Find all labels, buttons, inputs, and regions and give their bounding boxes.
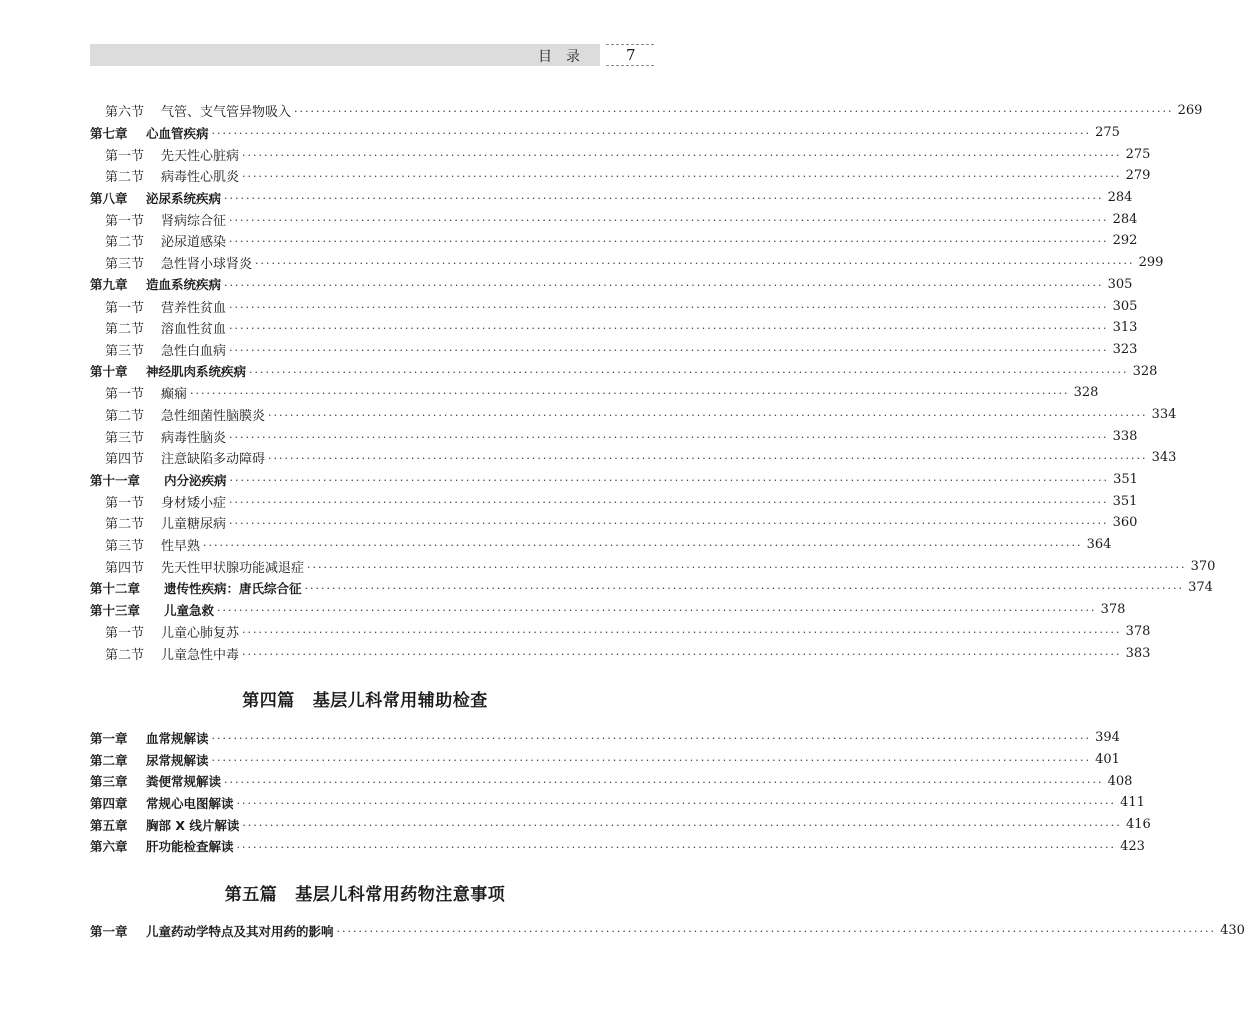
- toc-entry-label: [90, 166, 239, 185]
- toc-entry-page: 305: [1112, 298, 1138, 314]
- toc-section-entry[interactable]: [90, 621, 1151, 643]
- toc-entry-page: 383: [1125, 645, 1151, 661]
- toc-entry-title: 溶血性贫血: [161, 322, 227, 338]
- toc-entry-title: 造血系统疾病: [146, 277, 222, 293]
- toc-section-entry[interactable]: [90, 339, 1138, 361]
- toc-entry-label: [90, 101, 291, 120]
- toc-entry-label: [90, 189, 221, 207]
- toc-entry-label: [90, 557, 304, 576]
- toc-entry-label: [90, 383, 187, 402]
- toc-entry-page: 305: [1107, 276, 1133, 292]
- toc-entry-title: 儿童急救: [164, 602, 215, 618]
- toc-section-entry[interactable]: [90, 295, 1138, 317]
- toc-entry-title: 内分泌疾病: [164, 472, 227, 488]
- toc-entry-label: [90, 145, 239, 164]
- dot-leader: ································································································································································: [203, 539, 1083, 553]
- toc-entry-page: 370: [1190, 558, 1216, 574]
- dot-leader: ································································································································································: [211, 754, 1091, 768]
- toc-entry-label: [90, 427, 226, 446]
- dot-leader: ································································································································································: [242, 170, 1122, 184]
- toc-section-entry[interactable]: [90, 512, 1138, 534]
- toc-entry-title: 血常规解读: [146, 730, 209, 746]
- toc-entry-label: [90, 340, 226, 359]
- toc-section-entry[interactable]: [90, 404, 1177, 426]
- dot-leader: ································································································································································: [242, 625, 1122, 639]
- toc-section-entry[interactable]: [90, 317, 1138, 339]
- dot-leader: ································································································································································: [229, 235, 1109, 249]
- toc-entry-number: 第二节: [105, 408, 145, 424]
- part-4-heading: [0, 686, 730, 711]
- dot-leader: ································································································································································: [236, 797, 1116, 811]
- toc-entry-page: 351: [1112, 493, 1138, 509]
- toc-entry-number: 第九章: [90, 277, 128, 293]
- toc-entry-label: [90, 448, 265, 467]
- toc-section-entry[interactable]: [90, 534, 1112, 556]
- toc-entry-page: 378: [1100, 602, 1126, 618]
- toc-entry-title: 癫痫: [161, 387, 188, 403]
- page-number: 7: [626, 46, 636, 64]
- toc-entry-title: 先天性心脏病: [161, 148, 240, 164]
- toc-entry-page: 351: [1113, 472, 1138, 488]
- toc-entry-page: 364: [1086, 537, 1112, 553]
- toc-entry-label: [90, 751, 209, 769]
- toc-section-entry[interactable]: [90, 555, 1216, 577]
- toc-entry-label: [90, 275, 221, 293]
- toc-entry-title: 儿童急性中毒: [161, 647, 240, 663]
- toc-entry-title: 心血管疾病: [146, 125, 209, 141]
- toc-section-entry[interactable]: [90, 382, 1099, 404]
- toc-entry-title: 儿童糖尿病: [161, 517, 227, 533]
- running-header-title: 目录: [538, 49, 594, 65]
- toc-section-entry[interactable]: [90, 425, 1138, 447]
- toc-entry-page: 284: [1107, 190, 1133, 206]
- toc-chapter-entry[interactable]: [90, 187, 1133, 209]
- toc-chapter-entry[interactable]: [90, 360, 1158, 382]
- toc-entry-page: 394: [1095, 730, 1120, 746]
- toc-entry-label: [90, 405, 265, 424]
- toc-entry-title: 泌尿系统疾病: [146, 190, 222, 206]
- toc-entry-title: 急性细菌性脑膜炎: [161, 408, 266, 424]
- toc-entry-page: 411: [1120, 795, 1145, 811]
- toc-entry-title: 粪便常规解读: [146, 774, 222, 790]
- toc-entry-label: [90, 513, 226, 532]
- toc-entry-title: 儿童心肺复苏: [161, 625, 240, 641]
- toc-entry-title: 性早熟: [161, 539, 201, 555]
- toc-entry-number: 第十章: [90, 364, 128, 380]
- toc-entry-number: 第二节: [105, 517, 145, 533]
- toc-section-entry[interactable]: [90, 143, 1151, 165]
- toc-entry-number: 第十一章: [90, 472, 141, 488]
- dot-leader: ································································································································································: [229, 517, 1109, 531]
- dot-leader: ································································································································································: [229, 322, 1109, 336]
- dot-leader: ································································································································································: [242, 148, 1122, 162]
- toc-entry-number: 第十二章: [90, 580, 141, 596]
- toc-chapter-entry[interactable]: [90, 835, 1145, 857]
- toc-entry-title: 营养性贫血: [161, 300, 227, 316]
- toc-entry-label: [90, 579, 302, 597]
- part-5-number: 第五篇: [224, 885, 278, 905]
- dot-leader: ································································································································································: [229, 474, 1109, 488]
- toc-entry-label: [90, 124, 209, 142]
- toc-entry-title: 身材矮小症: [161, 495, 227, 511]
- toc-entry-title: 先天性甲状腺功能减退症: [161, 560, 305, 576]
- toc-entry-label: [90, 253, 252, 272]
- toc-entry-page: 328: [1073, 385, 1099, 401]
- toc-entry-number: 第三章: [90, 774, 128, 790]
- dot-leader: ································································································································································: [268, 408, 1148, 422]
- dot-leader: ································································································································································: [229, 495, 1109, 509]
- toc-entry-number: 第八章: [90, 190, 128, 206]
- toc-entry-title: 肾病综合征: [161, 213, 227, 229]
- toc-entry-number: 第二节: [105, 322, 145, 338]
- toc-entry-label: [90, 729, 209, 747]
- toc-section-entry[interactable]: [90, 165, 1151, 187]
- toc-entry-number: 第七章: [90, 125, 128, 141]
- dot-leader: ································································································································································: [307, 560, 1187, 574]
- toc-entry-number: 第三节: [105, 343, 145, 359]
- toc-entry-title: 常规心电图解读: [146, 795, 234, 811]
- toc-entry-page: 430: [1220, 923, 1245, 939]
- dot-leader: ································································································································································: [229, 430, 1109, 444]
- toc-list-part-4: [90, 727, 1151, 857]
- toc-entry-title: 病毒性心肌炎: [161, 170, 240, 186]
- toc-entry-label: [90, 816, 239, 834]
- toc-entry-number: 第一章: [90, 923, 128, 939]
- part-4-title: 基层儿科常用辅助检查: [312, 691, 488, 711]
- toc-chapter-entry[interactable]: [90, 274, 1133, 296]
- toc-entry-label: [90, 297, 226, 316]
- toc-entry-title: 急性白血病: [161, 343, 227, 359]
- toc-entry-number: 第四节: [105, 560, 145, 576]
- toc-entry-label: [90, 622, 239, 641]
- dot-leader: ································································································································································: [304, 582, 1184, 596]
- toc-entry-title: 泌尿道感染: [161, 235, 227, 251]
- toc-chapter-entry[interactable]: [90, 577, 1213, 599]
- toc-entry-label: [90, 922, 334, 940]
- part-5-title: 基层儿科常用药物注意事项: [295, 885, 506, 905]
- dot-leader: ································································································································································: [242, 647, 1122, 661]
- toc-entry-number: 第二章: [90, 752, 128, 768]
- running-header-band: [90, 44, 600, 66]
- toc-entry-label: [90, 601, 214, 619]
- toc-entry-page: 279: [1125, 168, 1151, 184]
- toc-entry-number: 第一节: [105, 213, 145, 229]
- toc-entry-page: 275: [1095, 125, 1120, 141]
- toc-entry-page: 374: [1188, 580, 1213, 596]
- dot-leader: ································································································································································: [255, 257, 1135, 271]
- toc-entry-label: [90, 837, 234, 855]
- toc-entry-title: 尿常规解读: [146, 752, 209, 768]
- dot-leader: ································································································································································: [211, 732, 1091, 746]
- toc-entry-label: [90, 772, 221, 790]
- toc-entry-label: [90, 535, 200, 554]
- toc-chapter-entry[interactable]: [90, 599, 1126, 621]
- dot-leader: ································································································································································: [211, 127, 1091, 141]
- toc-entry-title: 急性肾小球肾炎: [161, 257, 253, 273]
- dot-leader: ································································································································································: [268, 452, 1148, 466]
- toc-section-entry[interactable]: [90, 230, 1138, 252]
- toc-entry-number: 第三节: [105, 539, 145, 555]
- toc-entry-label: [90, 471, 227, 489]
- dot-leader: ································································································································································: [224, 775, 1104, 789]
- toc-entry-title: 肝功能检查解读: [146, 839, 234, 855]
- toc-entry-number: 第一节: [105, 495, 145, 511]
- toc-entry-page: 423: [1120, 838, 1145, 854]
- toc-list-part-5: [90, 920, 1245, 942]
- toc-entry-number: 第一节: [105, 625, 145, 641]
- toc-section-entry[interactable]: [90, 490, 1138, 512]
- toc-entry-number: 第三节: [105, 430, 145, 446]
- toc-entry-label: [90, 362, 246, 380]
- toc-entry-page: 338: [1112, 428, 1138, 444]
- toc-entry-label: [90, 210, 226, 229]
- toc-entry-number: 第一节: [105, 387, 145, 403]
- toc-entry-number: 第三节: [105, 257, 145, 273]
- toc-entry-page: 299: [1138, 255, 1164, 271]
- dot-leader: ································································································································································: [249, 365, 1129, 379]
- toc-entry-page: 284: [1112, 211, 1138, 227]
- toc-entry-number: 第六章: [90, 839, 128, 855]
- toc-entry-page: 292: [1112, 233, 1138, 249]
- toc-entry-title: 病毒性脑炎: [161, 430, 227, 446]
- toc-entry-page: 269: [1177, 103, 1203, 119]
- toc-entry-page: 334: [1151, 406, 1177, 422]
- toc-chapter-entry[interactable]: [90, 814, 1151, 836]
- toc-entry-page: 378: [1125, 623, 1151, 639]
- toc-entry-number: 第六节: [105, 105, 145, 121]
- toc-entry-page: 323: [1112, 341, 1138, 357]
- toc-chapter-entry[interactable]: [90, 469, 1138, 491]
- dot-leader: ································································································································································: [224, 192, 1104, 206]
- toc-entry-number: 第十三章: [90, 602, 141, 618]
- toc-entry-title: 神经肌肉系统疾病: [146, 364, 247, 380]
- toc-entry-page: 313: [1112, 320, 1138, 336]
- dot-leader: ································································································································································: [294, 105, 1174, 119]
- toc-entry-label: [90, 644, 239, 663]
- toc-entry-number: 第一节: [105, 148, 145, 164]
- toc-entry-number: 第五章: [90, 817, 128, 833]
- toc-entry-label: [90, 492, 226, 511]
- toc-entry-number: 第二节: [105, 235, 145, 251]
- part-4-number: 第四篇: [242, 691, 295, 711]
- toc-entry-title: 胸部 X 线片解读: [146, 817, 240, 833]
- toc-chapter-entry[interactable]: [90, 920, 1245, 942]
- toc-entry-number: 第二节: [105, 647, 145, 663]
- toc-chapter-entry[interactable]: [90, 792, 1145, 814]
- toc-entry-number: 第四节: [105, 452, 145, 468]
- dot-leader: ································································································································································: [217, 604, 1097, 618]
- toc-section-entry[interactable]: [90, 447, 1177, 469]
- dot-leader: ································································································································································: [242, 819, 1122, 833]
- dot-leader: ································································································································································: [229, 300, 1109, 314]
- toc-chapter-entry[interactable]: [90, 770, 1133, 792]
- toc-entry-number: 第二节: [105, 170, 145, 186]
- toc-entry-page: 328: [1132, 363, 1158, 379]
- part-5-heading: [0, 880, 730, 905]
- toc-section-entry[interactable]: [90, 252, 1164, 274]
- toc-entry-page: 275: [1125, 146, 1151, 162]
- toc-entry-title: 遗传性疾病：唐氏综合征: [164, 580, 302, 596]
- toc-list-main: [90, 100, 1216, 664]
- toc-entry-number: 第四章: [90, 795, 128, 811]
- toc-entry-page: 401: [1095, 752, 1120, 768]
- dot-leader: ································································································································································: [236, 840, 1116, 854]
- toc-chapter-entry[interactable]: [90, 122, 1120, 144]
- dot-leader: ································································································································································: [224, 278, 1104, 292]
- toc-section-entry[interactable]: [90, 208, 1138, 230]
- toc-entry-page: 343: [1151, 450, 1177, 466]
- toc-entry-label: [90, 794, 234, 812]
- toc-entry-label: [90, 231, 226, 250]
- toc-entry-page: 360: [1112, 515, 1138, 531]
- toc-entry-page: 408: [1107, 773, 1133, 789]
- toc-entry-number: 第一节: [105, 300, 145, 316]
- dot-leader: ································································································································································: [229, 343, 1109, 357]
- toc-section-entry[interactable]: [90, 100, 1203, 122]
- toc-entry-label: [90, 318, 226, 337]
- toc-entry-title: 注意缺陷多动障碍: [161, 452, 266, 468]
- dot-leader: ································································································································································: [336, 925, 1216, 939]
- toc-entry-number: 第一章: [90, 730, 128, 746]
- toc-chapter-entry[interactable]: [90, 749, 1120, 771]
- toc-entry-title: 儿童药动学特点及其对用药的影响: [146, 923, 334, 939]
- dot-leader: ································································································································································: [229, 213, 1109, 227]
- dot-leader: ································································································································································: [190, 387, 1070, 401]
- toc-entry-page: 416: [1125, 817, 1151, 833]
- toc-entry-title: 气管、支气管异物吸入: [161, 105, 292, 121]
- toc-section-entry[interactable]: [90, 642, 1151, 664]
- toc-chapter-entry[interactable]: [90, 727, 1120, 749]
